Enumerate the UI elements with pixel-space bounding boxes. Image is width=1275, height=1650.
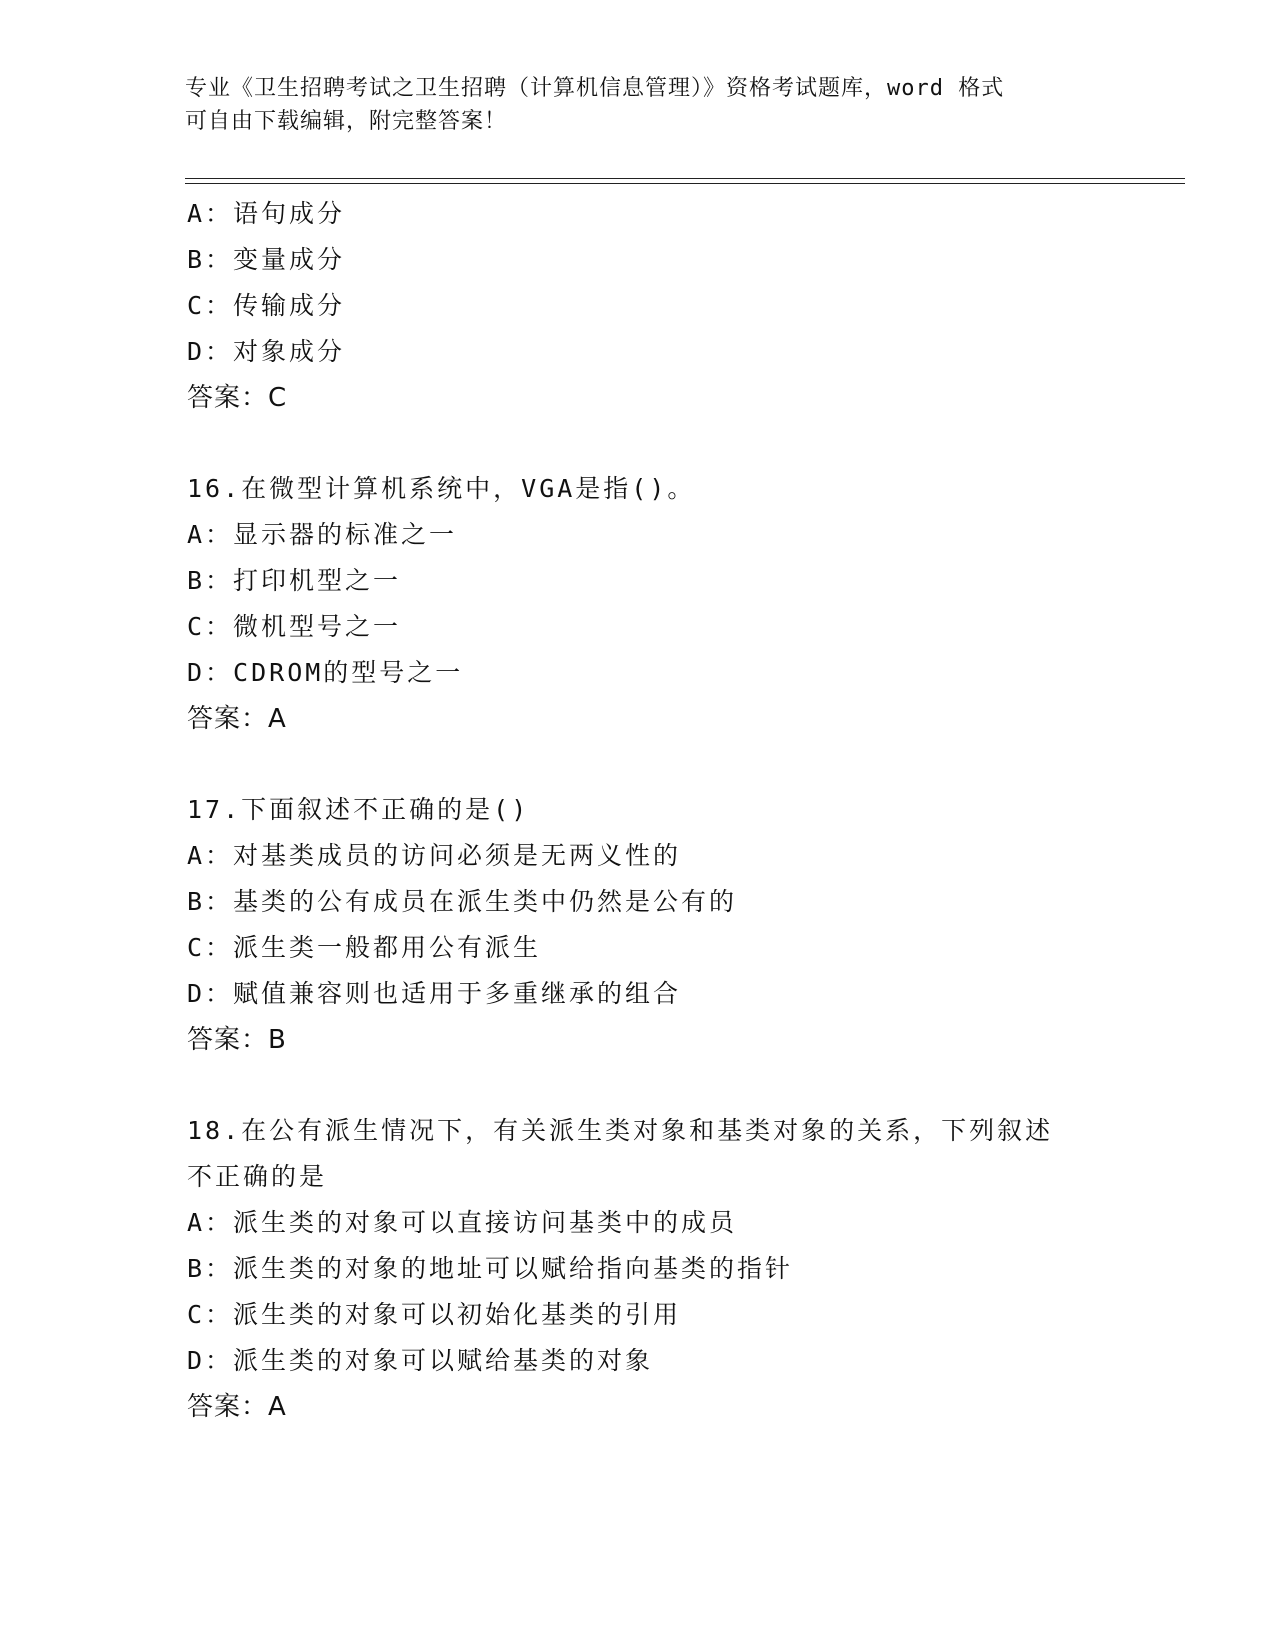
- header-line-2: 可自由下载编辑，附完整答案！: [185, 109, 508, 134]
- option-a: A：显示器的标准之一: [187, 520, 458, 549]
- spacer: [187, 742, 1087, 787]
- spacer: [187, 1063, 1087, 1108]
- header-divider-bottom: [185, 183, 1185, 184]
- option-b: B：派生类的对象的地址可以赋给指向基类的指针: [187, 1254, 794, 1283]
- question-list: [187, 191, 1087, 1430]
- answer-line: 答案：A: [187, 704, 287, 734]
- option-a: A：语句成分: [187, 199, 346, 228]
- option-c: C：传输成分: [187, 291, 346, 320]
- option-a: A：派生类的对象可以直接访问基类中的成员: [187, 1208, 738, 1237]
- question-stem: 17.下面叙述不正确的是(): [187, 795, 530, 824]
- question-stem: 16.在微型计算机系统中，VGA是指()。: [187, 474, 696, 503]
- question-stem-line-1: 18.在公有派生情况下，有关派生类对象和基类对象的关系，下列叙述: [187, 1116, 1054, 1145]
- question-block-16: [187, 466, 1087, 742]
- question-block-15: [187, 191, 1087, 421]
- question-block-17: [187, 787, 1087, 1063]
- header-divider-top: [185, 178, 1185, 179]
- option-d: D：派生类的对象可以赋给基类的对象: [187, 1346, 654, 1375]
- option-d: D：赋值兼容则也适用于多重继承的组合: [187, 979, 682, 1008]
- answer-line: 答案：B: [187, 1025, 287, 1055]
- option-b: B：打印机型之一: [187, 566, 402, 595]
- header-line-1: 专业《卫生招聘考试之卫生招聘（计算机信息管理）》资格考试题库，word 格式: [185, 76, 1005, 101]
- option-b: B：基类的公有成员在派生类中仍然是公有的: [187, 887, 738, 916]
- option-d: D：对象成分: [187, 337, 346, 366]
- option-c: C：派生类的对象可以初始化基类的引用: [187, 1300, 682, 1329]
- answer-line: 答案：C: [187, 383, 288, 413]
- option-b: B：变量成分: [187, 245, 346, 274]
- option-d: D：CDROM的型号之一: [187, 658, 464, 687]
- question-block-18: [187, 1108, 1087, 1430]
- spacer: [187, 421, 1087, 466]
- option-c: C：派生类一般都用公有派生: [187, 933, 542, 962]
- option-c: C：微机型号之一: [187, 612, 402, 641]
- question-stem-line-2: 不正确的是: [187, 1162, 328, 1191]
- answer-line: 答案：A: [187, 1392, 287, 1422]
- document-header: [185, 72, 1065, 138]
- option-a: A：对基类成员的访问必须是无两义性的: [187, 841, 682, 870]
